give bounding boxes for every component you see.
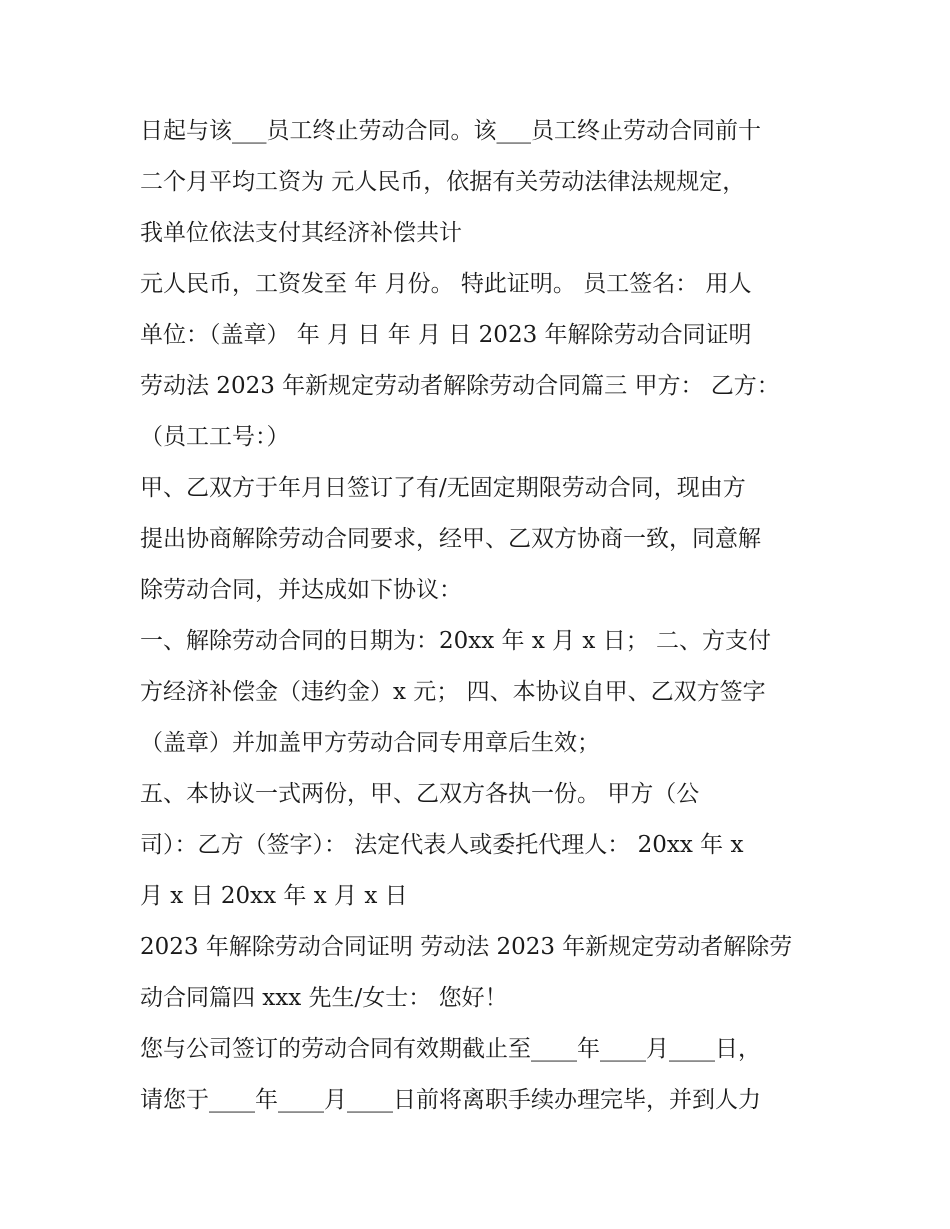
- document-body: [140, 106, 820, 1126]
- text-line: 日起与该___员工终止劳动合同。该___员工终止劳动合同前十: [140, 118, 761, 144]
- text-line: 司）：乙方（签字）： 法定代表人或委托代理人： 20xx 年 x: [140, 832, 744, 858]
- text-line: 二个月平均工资为 元人民币，依据有关劳动法律法规规定，: [140, 169, 746, 195]
- text-line: 请您于____年____月____日前将离职手续办理完毕，并到人力: [140, 1087, 761, 1113]
- text-line: 五、本协议一式两份，甲、乙双方各执一份。 甲方（公: [140, 781, 700, 807]
- text-line: 2023 年解除劳动合同证明 劳动法 2023 年新规定劳动者解除劳: [140, 934, 793, 960]
- text-line: 动合同篇四 xxx 先生/女士： 您好！: [140, 985, 508, 1011]
- text-line: 劳动法 2023 年新规定劳动者解除劳动合同篇三 甲方： 乙方：: [140, 373, 780, 399]
- text-line: 除劳动合同，并达成如下协议：: [140, 577, 462, 603]
- text-line: 我单位依法支付其经济补偿共计: [140, 220, 462, 246]
- text-line: 您与公司签订的劳动合同有效期截止至____年____月____日，: [140, 1036, 761, 1062]
- text-line: 甲、乙双方于年月日签订了有/无固定期限劳动合同，现由方: [140, 475, 746, 501]
- text-line: 单位：（盖章） 年 月 日 年 月 日 2023 年解除劳动合同证明: [140, 322, 752, 348]
- text-line: （盖章）并加盖甲方劳动合同专用章后生效；: [140, 730, 600, 756]
- text-line: 一、解除劳动合同的日期为：20xx 年 x 月 x 日； 二、方支付: [140, 628, 772, 654]
- text-line: 提出协商解除劳动合同要求，经甲、乙双方协商一致，同意解: [140, 526, 761, 552]
- text-line: 月 x 日 20xx 年 x 月 x 日: [140, 883, 408, 909]
- text-line: （员工工号：）: [140, 424, 290, 450]
- text-line: 方经济补偿金（违约金）x 元； 四、本协议自甲、乙双方签字: [140, 679, 766, 705]
- text-line: 元人民币，工资发至 年 月份。 特此证明。 员工签名： 用人: [140, 271, 752, 297]
